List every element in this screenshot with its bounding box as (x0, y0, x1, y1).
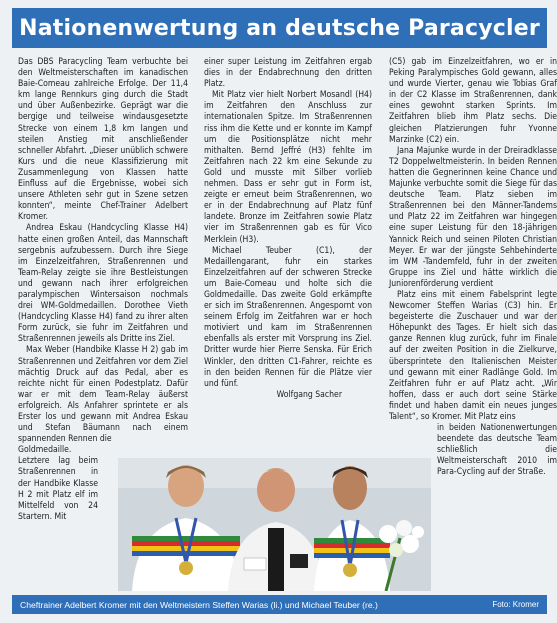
podium-photo (118, 458, 431, 591)
paragraph: Platz eins mit einem Fabelsprint legte Newcomer Steffen Warias (C3) hin. Er begeisterte die Zuschauer und war der Höhepunkt des Tages. Er hielt sich das ganze Rennen klug zurück, fuhr im Finale auf der zweiten Position in die Zielkurve, übersprintete den Italienischen Meister und gewann mit einer Radlänge Gold. Im Zeitfahren fuhr er auf Platz acht. „Wir hoffen, dass er auch dort seine Stärke findet und haben damit ein neues junges Talent“, so Kromer. Mit Platz eins (389, 289, 557, 422)
paragraph: Michael Teuber (C1), der Medaillengarant, fuhr ein starkes Einzelzeitfahren auf der schweren Strecke um Baie-Comeau und holte sich die Goldmedaille. Das zweite Gold erkämpfte er sich im Straßenrennen. Angespornt von seinem Erfolg im Zeitfahren war er hoch motiviert und kam im Straßenrennen ebenfalls als erster mit Vorsprung ins Ziel. Dritter wurde hier Pierre Senska. Für Erich Winkler, den dritten C1-Fahrer, reichte es in den beiden Rennen für die Plätze vier und fünf. (204, 245, 372, 389)
paragraph: in beiden Nationenwertungen beendete das deutsche Team schließlich die Weltmeisterschaft 2010 im Para-Cycling auf der Straße. (437, 423, 557, 478)
photo-credit: Foto: Kromer (492, 600, 539, 609)
paragraph: Andrea Eskau (Handcycling Klasse H4) hatte einen großen Anteil, das Mannschaft sergebnis aufzubessern. Durch ihre Siege im Einzelzeitfahren, Straßenrennen und Team-Relay zeigte sie ihre Bestleistungen und gewann nach ihrer erfolgreichen paralympischen Wintersaison nochmals drei WM-Goldmedaillen. Dorothee Vieth (Handcycling Klasse H4) fand zu ihrer alten Form zurück, sie fuhr im Zeitfahren und Straßenrennen jeweils als Dritte ins Ziel. (18, 223, 188, 345)
paragraph: Max Weber (Handbike Klasse H 2) gab im Straßenrennen und Zeitfahren vor dem Ziel mächtig Druck auf das Pedal, aber es reichte nicht für einen Podestplatz. Dafür war er mit dem Team-Relay äußerst erfolgreich. Als Anfahrer sprintete er als Erster los und gewann mit Andrea Eskau und Stefan Bäumann nach einem spannenden Rennen die (18, 345, 188, 445)
caption-text: Cheftrainer Adelbert Kromer mit den Weltmeistern Steffen Warias (li.) und Michael Teuber (re.) (20, 599, 378, 610)
column-3 (389, 57, 557, 479)
paragraph: einer super Leistung im Zeitfahren ergab dies in der Endabrechnung den dritten Platz. (204, 57, 372, 90)
paragraph: Mit Platz vier hielt Norbert Mosandl (H4) im Zeitfahren den Anschluss zur internationalen Spitze. Im Straßenrennen riss ihm die Kette und er konnte im Kampf um die Positionsplätze nicht mehr mithalten. Bernd Jeffré (H3) fehlte im Zeitfahren nach 22 km eine Sekunde zu Gold und musste mit Silber vorlieb nehmen. Dass er sehr gut in Form ist, zeigte er erneut beim Straßenrennen, wo er in der Endabrechnung auf Platz fünf landete. Bronze im Zeitfahren sowie Platz vier im Straßenrennen gab es für Vico Merklein (H3). (204, 90, 372, 245)
paragraph: Das DBS Paracycling Team verbuchte bei den Weltmeisterschaften im kanadischen Baie-Comeau zahlreiche Erfolge. Der 11,4 km lange Rennkurs ging durch die Stadt und über Außenbezirke. Geprägt war die bergige und teilweise windausgesetzte Strecke von einem 1,8 km langen und steilen Anstieg mit anschließender schneller Abfahrt. „Dieser unüblich schwere Kurs und die neue Klassifizierung mit Zusammenlegung von Klassen hatte Einfluss auf die Ergebnisse, wobei sich unsere Athleten sehr gut in Szene setzen konnten“, meinte Chef-Trainer Adelbert Kromer. (18, 57, 188, 223)
photo-caption (12, 595, 547, 614)
column-2 (204, 57, 372, 401)
photo-illustration (118, 458, 431, 591)
headline: Nationenwertung an deutsche Paracycler (19, 15, 540, 41)
column-1 (18, 57, 188, 523)
paragraph: Goldmedaille. Letztere lag beim Straßenrennen in der Handbike Klasse H 2 mit Platz elf im Mittelfeld von 24 Startern. Mit (18, 445, 98, 522)
paragraph: Jana Majunke wurde in der Dreiradklasse T2 Doppelweltmeisterin. In beiden Rennen hatten die Gegnerinnen keine Chance und Majunke verbuchte somit die Siege für das deutsche Team. Platz sieben im Straßenrennen bei den Männer-Tandems und Platz 22 im Zeitfahren war hingegen eine super Leistung für den 18-jährigen Yannick Reich und seinen Piloten Christian Meyer. Er war der jüngste Sehbehinderte im WM -Tandemfeld, fuhr in der zweiten Gruppe ins Ziel und hätte wirklich die Juniorenförderung verdient (389, 145, 557, 289)
author: Wolfgang Sacher (276, 389, 342, 400)
headline-banner (12, 8, 547, 48)
paragraph: (C5) gab im Einzelzeitfahren, wo er in Peking Paralympisches Gold gewann, alles und wurde Vierter, genau wie Tobias Graf in der C2 Klasse im Straßenrennen, dank eines gewohnt starken Sprints. Im Zeitfahren blieb ihm Platz sechs. Die gleichen Platzierungen fuhr Yvonne Marzinke (C2) ein. (389, 57, 557, 145)
